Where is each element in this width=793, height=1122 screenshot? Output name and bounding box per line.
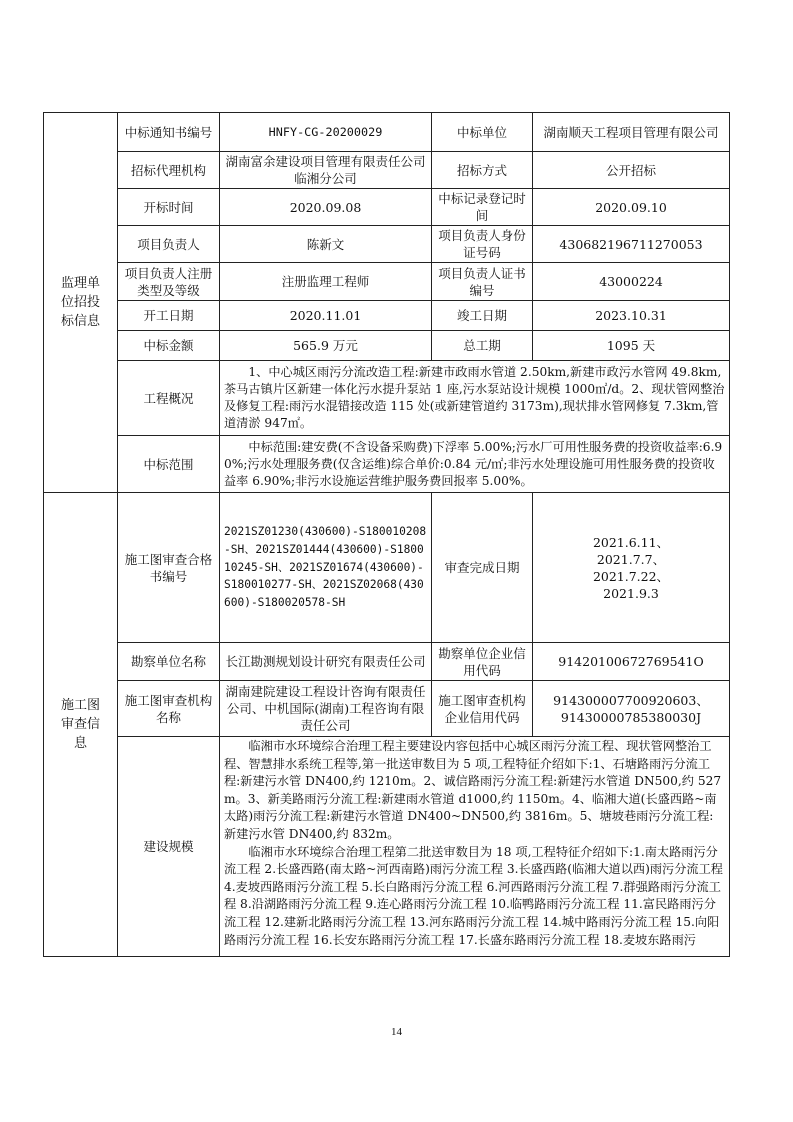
page-number: 14	[391, 1026, 402, 1038]
label-leader: 项目负责人	[118, 226, 220, 263]
label-winner: 中标单位	[432, 113, 533, 152]
section-title-supervision: 监理单位招投标信息	[44, 113, 118, 493]
review-date: 2021.7.7、	[596, 551, 666, 567]
value-overview: 1、中心城区雨污分流改造工程:新建市政雨水管道 2.50km,新建市政污水管网 49.8km,茶马古镇片区新建一体化污水提升泵站 1 座,污水泵站设计规模 1000㎡/d。2、现状管网整治及修复工程:雨污水混错接改造 115 处(或新建管道约 3173m),现状排水管网修复 7.3km,管道清淤 947㎡。	[220, 361, 730, 436]
label-review-cert: 施工图审查合格书编号	[118, 493, 220, 643]
build-scale-paragraph-2: 临湘市水环境综合治理工程第二批送审数目为 18 项,工程特征介绍如下:1.南太路雨污分流工程 2.长盛西路(南太路~河西南路)雨污分流工程 3.长盛西路(临湘大道以西)雨污分流工程 4.麦坡西路雨污分流工程 5.长白路雨污分流工程 6.河西路雨污分流工程 7.群强路雨污分流工程 8.沿湖路雨污分流工程 9.连心路雨污分流工程 10.临鸭路雨污分流工程 11.富民路雨污分流工程 12.建新北路雨污分流工程 13.河东路雨污分流工程 14.城中路雨污分流工程 15.向阳路雨污分流工程 16.长安东路雨污分流工程 17.长盛东路雨污分流工程 18.麦坡东路雨污	[224, 844, 723, 947]
label-build-scale: 建设规模	[118, 737, 220, 957]
value-record-time: 2020.09.10	[533, 189, 730, 226]
label-review-org-code: 施工图审查机构企业信用代码	[432, 681, 533, 737]
value-leader-id: 430682196711270053	[533, 226, 730, 263]
value-notice-no: HNFY-CG-20200029	[220, 113, 432, 152]
label-start-date: 开工日期	[118, 301, 220, 331]
value-review-dates	[533, 493, 730, 643]
label-review-done: 审查完成日期	[432, 493, 533, 643]
info-table	[43, 112, 730, 957]
value-review-org: 湖南建院建设工程设计咨询有限责任公司、中机国际(湖南)工程咨询有限责任公司	[220, 681, 432, 737]
label-method: 招标方式	[432, 152, 533, 189]
review-date: 2021.7.22、	[592, 568, 670, 584]
label-overview: 工程概况	[118, 361, 220, 436]
label-record-time: 中标记录登记时间	[432, 189, 533, 226]
value-amount: 565.9 万元	[220, 331, 432, 361]
label-amount: 中标金额	[118, 331, 220, 361]
review-date: 2021.9.3	[603, 585, 659, 601]
value-leader: 陈新文	[220, 226, 432, 263]
value-winner: 湖南顺天工程项目管理有限公司	[533, 113, 730, 152]
org-code: 91430000785380030J	[560, 709, 702, 725]
value-survey-unit: 长江勘测规划设计研究有限责任公司	[220, 643, 432, 681]
value-finish-date: 2023.10.31	[533, 301, 730, 331]
label-finish-date: 竣工日期	[432, 301, 533, 331]
label-registration: 项目负责人注册类型及等级	[118, 263, 220, 301]
document-page	[43, 112, 729, 957]
value-review-org-code	[533, 681, 730, 737]
value-scope: 中标范围:建安费(不含设备采购费)下浮率 5.00%;污水厂可用性服务费的投资收益率:6.90%;污水处理服务费(仅含运维)综合单价:0.84 元/㎡;非污水处理设施可用性服务费的投资收益率 6.90%;非污水设施运营维护服务费回报率 5.00%。	[220, 436, 730, 493]
value-method: 公开招标	[533, 152, 730, 189]
value-open-time: 2020.09.08	[220, 189, 432, 226]
label-period: 总工期	[432, 331, 533, 361]
value-period: 1095 天	[533, 331, 730, 361]
value-survey-code: 91420100672769541O	[533, 643, 730, 681]
value-build-scale	[220, 737, 730, 957]
build-scale-paragraph-1: 临湘市水环境综合治理工程主要建设内容包括中心城区雨污分流工程、现状管网整治工程、智慧排水系统工程等,第一批送审数目为 5 项,工程特征介绍如下:1、石塘路雨污分流工程:新建污水管 DN400,约 1210m。2、诚信路雨污分流工程:新建污水管道 DN500,约 527m。3、新美路雨污分流工程:新建雨水管道 d1000,约 1150m。4、临湘大道(长盛西路~南太路)雨污分流工程:新建污水管道 DN400~DN500,约 3816m。5、塘坡巷雨污分流工程:新建污水管 DN400,约 832m。	[224, 739, 722, 841]
label-survey-code: 勘察单位企业信用代码	[432, 643, 533, 681]
value-agency: 湖南富余建设项目管理有限责任公司临湘分公司	[220, 152, 432, 189]
value-registration: 注册监理工程师	[220, 263, 432, 301]
label-leader-id: 项目负责人身份证号码	[432, 226, 533, 263]
label-review-org: 施工图审查机构名称	[118, 681, 220, 737]
label-open-time: 开标时间	[118, 189, 220, 226]
label-survey-unit: 勘察单位名称	[118, 643, 220, 681]
org-code: 914300007700920603、	[553, 692, 709, 708]
label-scope: 中标范围	[118, 436, 220, 493]
section-title-review: 施工图审查信息	[44, 493, 118, 957]
value-review-cert: 2021SZ01230(430600)-S180010208-SH、2021SZ01444(430600)-S180010245-SH、2021SZ01674(430600)-S180010277-SH、2021SZ02068(430600)-S180020578-SH	[220, 493, 432, 643]
label-notice-no: 中标通知书编号	[118, 113, 220, 152]
value-cert-no: 43000224	[533, 263, 730, 301]
label-agency: 招标代理机构	[118, 152, 220, 189]
label-cert-no: 项目负责人证书编号	[432, 263, 533, 301]
review-date: 2021.6.11、	[592, 534, 670, 550]
value-start-date: 2020.11.01	[220, 301, 432, 331]
